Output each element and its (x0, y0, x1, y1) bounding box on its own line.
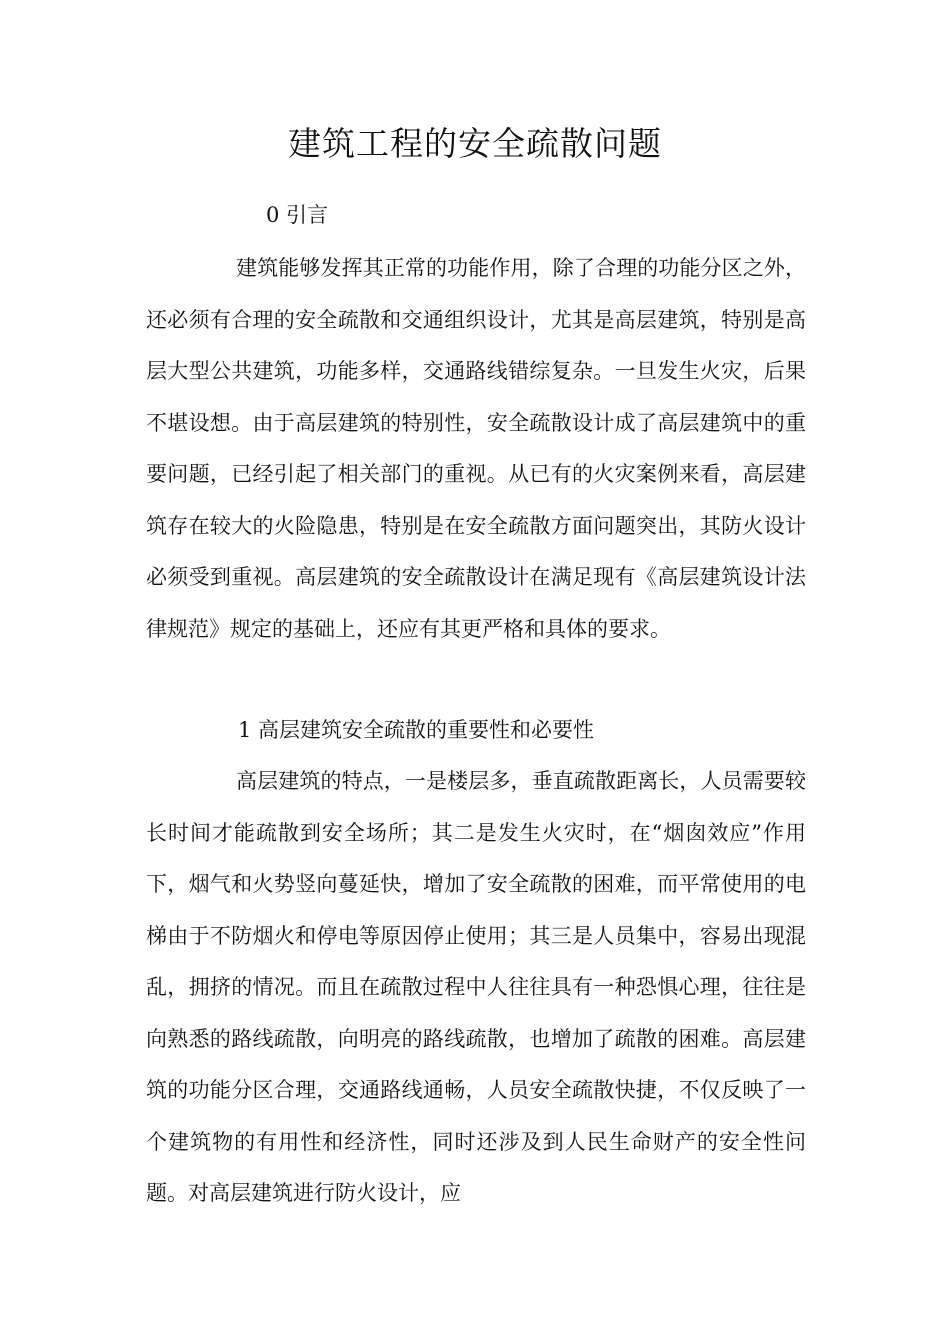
section-paragraph-introduction: 建筑能够发挥其正常的功能作用，除了合理的功能分区之外，还必须有合理的安全疏散和交通组织设计，尤其是高层建筑，特别是高层大型公共建筑，功能多样，交通路线错综复杂。一旦发生火灾，后果不堪设想。由于高层建筑的特别性，安全疏散设计成了高层建筑中的重要问题，已经引起了相关部门的重视。从已有的火灾案例来看，高层建筑存在较大的火险隐患，特别是在安全疏散方面问题突出，其防火设计必须受到重视。高层建筑的安全疏散设计在满足现有《高层建筑设计法律规范》规定的基础上，还应有其更严格和具体的要求。 (146, 256, 806, 641)
section-heading-importance: 1 高层建筑安全疏散的重要性和必要性 (238, 718, 595, 742)
document-title: 建筑工程的安全疏散问题 (288, 124, 662, 163)
section-paragraph-importance: 高层建筑的特点，一是楼层多，垂直疏散距离长，人员需要较长时间才能疏散到安全场所；其二是发生火灾时，在“烟囱效应”作用下，烟气和火势竖向蔓延快，增加了安全疏散的困难，而平常使用的电梯由于不防烟火和停电等原因停止使用；其三是人员集中，容易出现混乱，拥挤的情况。而且在疏散过程中人往往具有一种恐惧心理，往往是向熟悉的路线疏散，向明亮的路线疏散，也增加了疏散的困难。高层建筑的功能分区合理，交通路线通畅，人员安全疏散快捷，不仅反映了一个建筑物的有用性和经济性，同时还涉及到人民生命财产的安全性问题。对高层建筑进行防火设计，应 (146, 769, 806, 1205)
section-heading-introduction: 0 引言 (266, 203, 329, 227)
